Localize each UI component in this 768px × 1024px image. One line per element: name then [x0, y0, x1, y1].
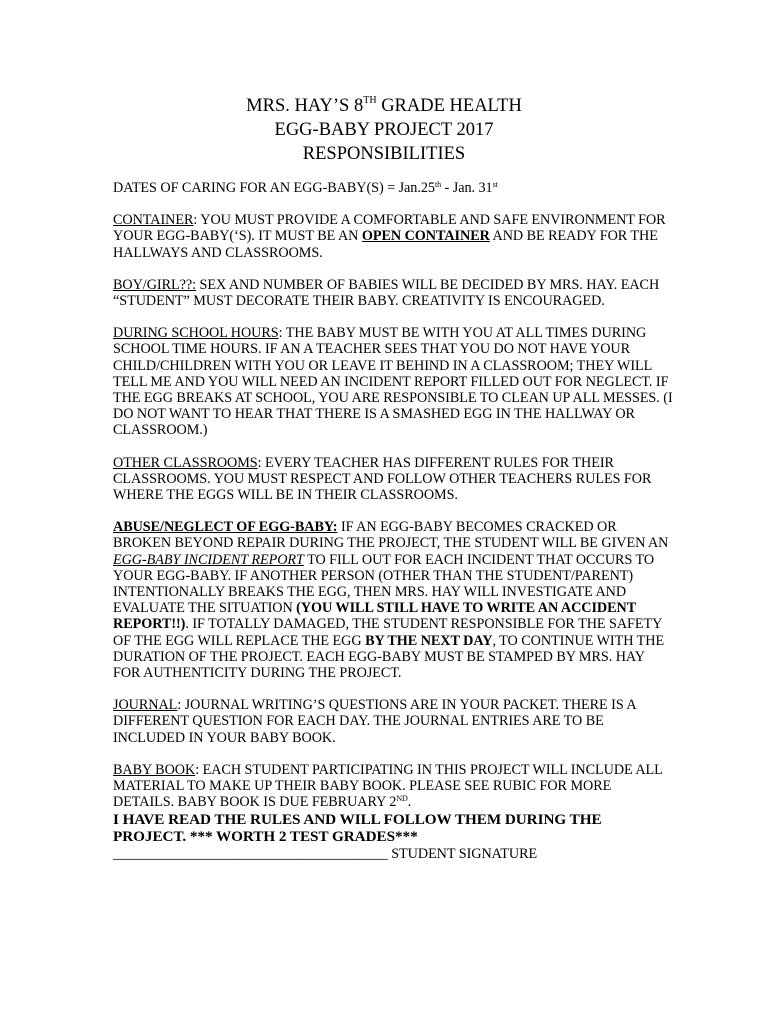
journal-section	[113, 697, 673, 746]
title-line-1-text: MRS. HAY’S 8	[246, 96, 364, 116]
other-classrooms-section	[113, 455, 673, 504]
title-line-2: EGG-BABY PROJECT 2017	[274, 120, 494, 140]
baby-book-text: : EACH STUDENT PARTICIPATING IN THIS PROJECT WILL INCLUDE ALL MATERIAL TO MAKE UP THEIR BABY BOOK. PLEASE SEE RUBIC FOR MORE DETAILS. BABY BOOK IS DUE FEBRUARY 2	[113, 761, 663, 811]
school-hours-heading: DURING SCHOOL HOURS	[113, 325, 279, 342]
baby-book-text-end: .	[407, 794, 412, 811]
boy-girl-section	[113, 277, 673, 309]
baby-book-section	[113, 762, 673, 811]
container-heading: CONTAINER	[113, 212, 194, 229]
baby-book-superscript: ND	[396, 794, 408, 804]
other-classrooms-text: : EVERY TEACHER HAS DIFFERENT RULES FOR THEIR CLASSROOMS. YOU MUST RESPECT AND FOLLOW OTHER TEACHERS RULES FOR WHERE THE EGGS WILL BE IN THEIR CLASSROOMS.	[113, 454, 652, 504]
document-title	[0, 94, 768, 166]
abuse-bold-note: (YOU WILL STILL HAVE TO WRITE AN ACCIDENT REPORT!!)	[113, 600, 636, 633]
boy-girl-text: SEX AND NUMBER OF BABIES WILL BE DECIDED BY MRS. HAY. EACH “STUDENT” MUST DECORATE THEIR BABY. CREATIVITY IS ENCOURAGED.	[113, 276, 660, 310]
boy-girl-heading: BOY/GIRL??:	[113, 276, 196, 293]
signature-label: STUDENT SIGNATURE	[387, 845, 538, 862]
title-line-1	[0, 94, 768, 118]
container-section	[113, 212, 673, 261]
dates-text-2: - Jan. 31	[441, 180, 493, 196]
dates-paragraph	[113, 180, 673, 196]
abuse-text-1: IF AN EGG-BABY BECOMES CRACKED OR BROKEN BEYOND REPAIR DURING THE PROJECT, THE STUDENT WILL BE GIVEN AN	[113, 519, 669, 552]
title-line-1-suffix: GRADE HEALTH	[376, 96, 522, 116]
incident-report-term: EGG-BABY INCIDENT REPORT	[113, 551, 304, 568]
journal-heading: JOURNAL	[113, 697, 178, 714]
container-text-2: AND BE READY FOR THE HALLWAYS AND CLASSROOMS.	[113, 228, 658, 261]
journal-text: : JOURNAL WRITING’S QUESTIONS ARE IN YOUR PACKET. THERE IS A DIFFERENT QUESTION FOR EACH DAY. THE JOURNAL ENTRIES ARE TO BE INCLUDED IN YOUR BABY BOOK.	[113, 697, 636, 746]
abuse-neglect-section	[113, 519, 673, 681]
document-body	[113, 180, 673, 862]
container-text-1: : YOU MUST PROVIDE A COMFORTABLE AND SAFE ENVIRONMENT FOR YOUR EGG-BABY(‘S). IT MUST BE AN	[113, 212, 666, 245]
dates-superscript-2: st	[492, 180, 498, 189]
baby-book-heading: BABY BOOK	[113, 761, 196, 778]
signature-line: _______________________________________	[113, 845, 388, 862]
school-hours-text: : THE BABY MUST BE WITH YOU AT ALL TIMES DURING SCHOOL TIME HOURS. IF AN A TEACHER SEES THAT YOU DO NOT HAVE YOUR CHILD/CHILDREN WITH YOU OR LEAVE IT BEHIND IN A CLASSROOM; THEY WILL TELL ME AND YOU WILL NEED AN INCIDENT REPORT FILLED OUT FOR NEGLECT. IF THE EGG BREAKS AT SCHOOL, YOU ARE RESPONSIBLE TO CLEAN UP ALL MESSES. (I DO NOT WANT TO HEAR THAT THERE IS A SMASHED EGG IN THE HALLWAY OR CLASSROOM.)	[113, 325, 673, 439]
abuse-text-4: , TO CONTINUE WITH THE DURATION OF THE PROJECT. EACH EGG-BABY MUST BE STAMPED BY MRS. HAY FOR AUTHENTICITY DURING THE PROJECT.	[113, 632, 665, 682]
dates-text: DATES OF CARING FOR AN EGG-BABY(S) = Jan.25	[113, 180, 435, 196]
abuse-text-3: . IF TOTALLY DAMAGED, THE STUDENT RESPONSIBLE FOR THE SAFETY OF THE EGG WILL REPLACE THE EGG	[113, 616, 662, 649]
acknowledgement-statement: I HAVE READ THE RULES AND WILL FOLLOW THEM DURING THE PROJECT. *** WORTH 2 TEST GRADES***	[113, 810, 602, 845]
title-line-1-superscript: TH	[363, 95, 377, 106]
title-line-3: RESPONSIBILITIES	[302, 144, 466, 164]
container-emphasis: OPEN CONTAINER	[361, 228, 490, 245]
signature-row	[113, 846, 673, 862]
school-hours-section	[113, 325, 673, 438]
abuse-bold-deadline: BY THE NEXT DAY	[365, 632, 493, 649]
abuse-text-2: TO FILL OUT FOR EACH INCIDENT THAT OCCURS TO YOUR EGG-BABY. IF ANOTHER PERSON (OTHER THAN THE STUDENT/PARENT) INTENTIONALLY BREAKS THE EGG, THEN MRS. HAY WILL INVESTIGATE AND EVALUATE THE SITUATION	[113, 551, 655, 617]
dates-superscript-1: th	[434, 180, 442, 189]
abuse-neglect-heading: ABUSE/NEGLECT OF EGG-BABY:	[113, 519, 338, 536]
other-classrooms-heading: OTHER CLASSROOMS	[113, 454, 258, 471]
